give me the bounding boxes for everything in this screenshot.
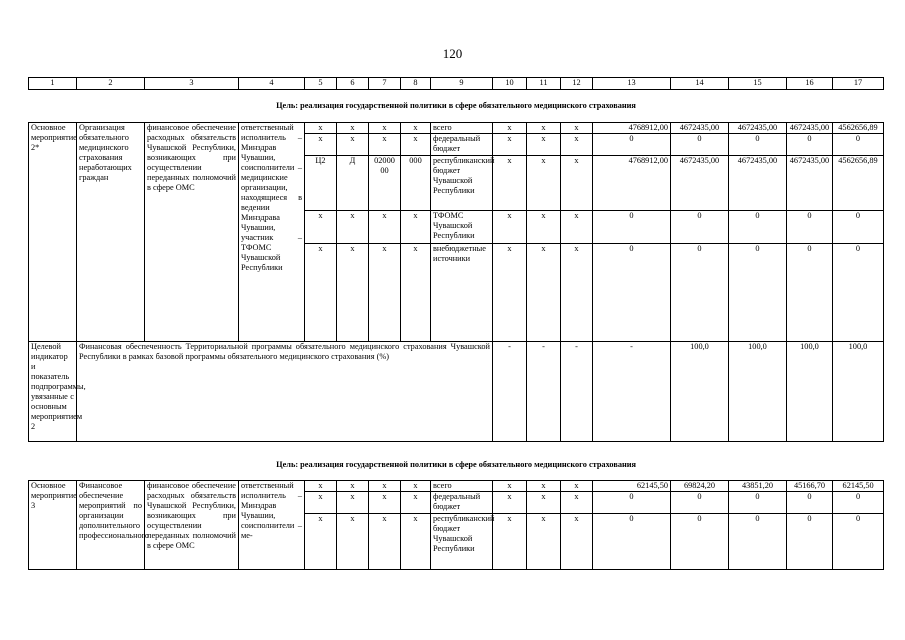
measure-description: Организация обязательного медицинского страхования неработающих граждан	[77, 123, 145, 342]
cell: -	[527, 342, 561, 442]
cell: х	[561, 513, 593, 569]
cell-value: 0	[671, 211, 729, 244]
cell-value: 0	[833, 211, 884, 244]
measure-purpose: финансовое обеспечение расходных обязательств Чувашской Республики, возникающих при осуществлении переданных полномочий в сфере ОМС	[145, 480, 239, 569]
cell: х	[561, 123, 593, 134]
cell-value: 0	[593, 134, 671, 156]
cell: х	[561, 134, 593, 156]
measure-purpose: финансовое обеспечение расходных обязательств Чувашской Республики, возникающих при осуществлении переданных полномочий в сфере ОМС	[145, 123, 239, 342]
cell: х	[305, 134, 337, 156]
column-number: 11	[527, 78, 561, 90]
cell-value: 0	[729, 211, 787, 244]
cell: х	[561, 491, 593, 513]
cell: х	[369, 134, 401, 156]
indicator-row	[29, 342, 884, 442]
cell: х	[493, 244, 527, 342]
cell: х	[401, 123, 431, 134]
goal-heading: Цель: реализация государственной политики в сфере обязательного медицинского страхования	[276, 101, 636, 110]
cell: х	[493, 211, 527, 244]
cell: х	[401, 491, 431, 513]
cell-value: 4672435,00	[671, 156, 729, 211]
column-number: 12	[561, 78, 593, 90]
cell-value: 0	[593, 491, 671, 513]
measure-executor: ответственный исполнитель – Минздрав Чувашии, соисполнители – ме-	[239, 480, 305, 569]
cell-value: 100,0	[787, 342, 833, 442]
column-number: 17	[833, 78, 884, 90]
table-row	[29, 480, 884, 491]
cell-value: 4768912,00	[593, 156, 671, 211]
cell-source: федеральный бюджет	[431, 491, 493, 513]
cell: х	[527, 211, 561, 244]
cell-value: 0	[833, 513, 884, 569]
measure-name: Основное мероприятие 2*	[29, 123, 77, 342]
cell: х	[401, 244, 431, 342]
column-number: 16	[787, 78, 833, 90]
cell-value: 100,0	[833, 342, 884, 442]
cell: х	[369, 211, 401, 244]
cell-value: 43851,20	[729, 480, 787, 491]
cell: х	[561, 480, 593, 491]
column-number: 3	[145, 78, 239, 90]
cell: х	[493, 480, 527, 491]
cell: х	[369, 480, 401, 491]
goal-row	[29, 454, 884, 476]
cell: Ц2	[305, 156, 337, 211]
cell-source: республиканский бюджет Чувашской Республики	[431, 513, 493, 569]
column-number: 1	[29, 78, 77, 90]
cell-value: 4672435,00	[671, 123, 729, 134]
table-row	[29, 123, 884, 134]
cell-source: ТФОМС Чувашской Республики	[431, 211, 493, 244]
cell-source: всего	[431, 123, 493, 134]
cell: х	[369, 123, 401, 134]
column-number: 4	[239, 78, 305, 90]
column-number: 13	[593, 78, 671, 90]
cell: х	[305, 480, 337, 491]
column-number: 2	[77, 78, 145, 90]
cell: х	[305, 513, 337, 569]
cell: х	[369, 491, 401, 513]
cell-value: 62145,50	[593, 480, 671, 491]
cell: х	[337, 211, 369, 244]
cell-value: 62145,50	[833, 480, 884, 491]
column-number: 9	[431, 78, 493, 90]
cell-value: 4672435,00	[729, 123, 787, 134]
cell-value: 0	[833, 134, 884, 156]
cell: х	[401, 134, 431, 156]
cell-value: 4768912,00	[593, 123, 671, 134]
column-number-row	[29, 78, 884, 90]
cell: х	[401, 480, 431, 491]
cell-value: 0	[729, 134, 787, 156]
cell-value: 4672435,00	[787, 123, 833, 134]
cell-value: 0	[671, 134, 729, 156]
cell: х	[493, 513, 527, 569]
cell: х	[305, 244, 337, 342]
budget-table-bottom	[28, 454, 884, 570]
cell: х	[369, 244, 401, 342]
goal-row	[29, 90, 884, 123]
column-number: 15	[729, 78, 787, 90]
cell: х	[527, 491, 561, 513]
cell: х	[493, 491, 527, 513]
indicator-label: Целевой индикатор и показатель подпрограммы, увязанные с основным мероприятием 2	[29, 342, 77, 442]
cell-value: 4562656,89	[833, 123, 884, 134]
cell-value: 69824,20	[671, 480, 729, 491]
goal-heading: Цель: реализация государственной политики в сфере обязательного медицинского страхования	[276, 460, 637, 469]
cell: х	[561, 244, 593, 342]
cell: х	[337, 134, 369, 156]
cell: -	[493, 342, 527, 442]
column-number: 10	[493, 78, 527, 90]
cell-value: 4562656,89	[833, 156, 884, 211]
cell: х	[401, 513, 431, 569]
cell: х	[337, 491, 369, 513]
cell-value: 0	[671, 513, 729, 569]
cell: х	[493, 156, 527, 211]
column-number: 8	[401, 78, 431, 90]
cell: х	[561, 211, 593, 244]
cell-value: 0	[787, 513, 833, 569]
measure-description: Финансовое обеспечение мероприятий по организации дополнительного профессионального	[77, 480, 145, 569]
cell: х	[527, 123, 561, 134]
column-number: 6	[337, 78, 369, 90]
cell: -	[561, 342, 593, 442]
cell: -	[593, 342, 671, 442]
cell-value: 0	[787, 211, 833, 244]
cell: х	[337, 513, 369, 569]
measure-name: Основное мероприятие 3	[29, 480, 77, 569]
cell-value: 4672435,00	[787, 156, 833, 211]
cell-value: 0	[729, 244, 787, 342]
measure-executor: ответственный исполнитель – Минздрав Чувашии, соисполнители – медицинские организации, находящиеся в ведении Минздрава Чувашии, участник – ТФОМС Чувашской Республики	[239, 123, 305, 342]
cell-value: 0	[787, 134, 833, 156]
column-number: 14	[671, 78, 729, 90]
cell: х	[561, 156, 593, 211]
cell: х	[305, 211, 337, 244]
cell-value: 0	[729, 513, 787, 569]
column-number: 5	[305, 78, 337, 90]
cell: х	[493, 134, 527, 156]
page-number: 120	[442, 46, 463, 61]
cell: х	[337, 244, 369, 342]
cell-value: 4672435,00	[729, 156, 787, 211]
cell: х	[527, 134, 561, 156]
cell: х	[527, 480, 561, 491]
cell: х	[527, 244, 561, 342]
indicator-text: Финансовая обеспеченность Территориальной программы обязательного медицинского страхования Чувашской Республики в рамках базовой программы обязательного медицинского страхования (%)	[77, 342, 493, 442]
cell-value: 0	[787, 244, 833, 342]
cell-value: 0	[833, 491, 884, 513]
cell-value: 45166,70	[787, 480, 833, 491]
cell: Д	[337, 156, 369, 211]
cell: 02000 00	[369, 156, 401, 211]
cell-value: 0	[593, 211, 671, 244]
cell: х	[493, 123, 527, 134]
cell-value: 100,0	[671, 342, 729, 442]
cell-source: внебюджетные источники	[431, 244, 493, 342]
cell: х	[401, 211, 431, 244]
column-number: 7	[369, 78, 401, 90]
cell-value: 0	[833, 244, 884, 342]
cell: х	[337, 480, 369, 491]
cell-source: федеральный бюджет	[431, 134, 493, 156]
cell-value: 0	[593, 244, 671, 342]
cell: х	[527, 156, 561, 211]
cell-value: 0	[729, 491, 787, 513]
cell-value: 100,0	[729, 342, 787, 442]
cell-source: всего	[431, 480, 493, 491]
cell: х	[369, 513, 401, 569]
cell-value: 0	[671, 244, 729, 342]
cell-value: 0	[671, 491, 729, 513]
cell: х	[337, 123, 369, 134]
cell: х	[527, 513, 561, 569]
cell-value: 0	[787, 491, 833, 513]
cell-value: 0	[593, 513, 671, 569]
cell: х	[305, 491, 337, 513]
cell: 000	[401, 156, 431, 211]
cell: х	[305, 123, 337, 134]
budget-table-top	[28, 77, 884, 442]
cell-source: республиканский бюджет Чувашской Республики	[431, 156, 493, 211]
